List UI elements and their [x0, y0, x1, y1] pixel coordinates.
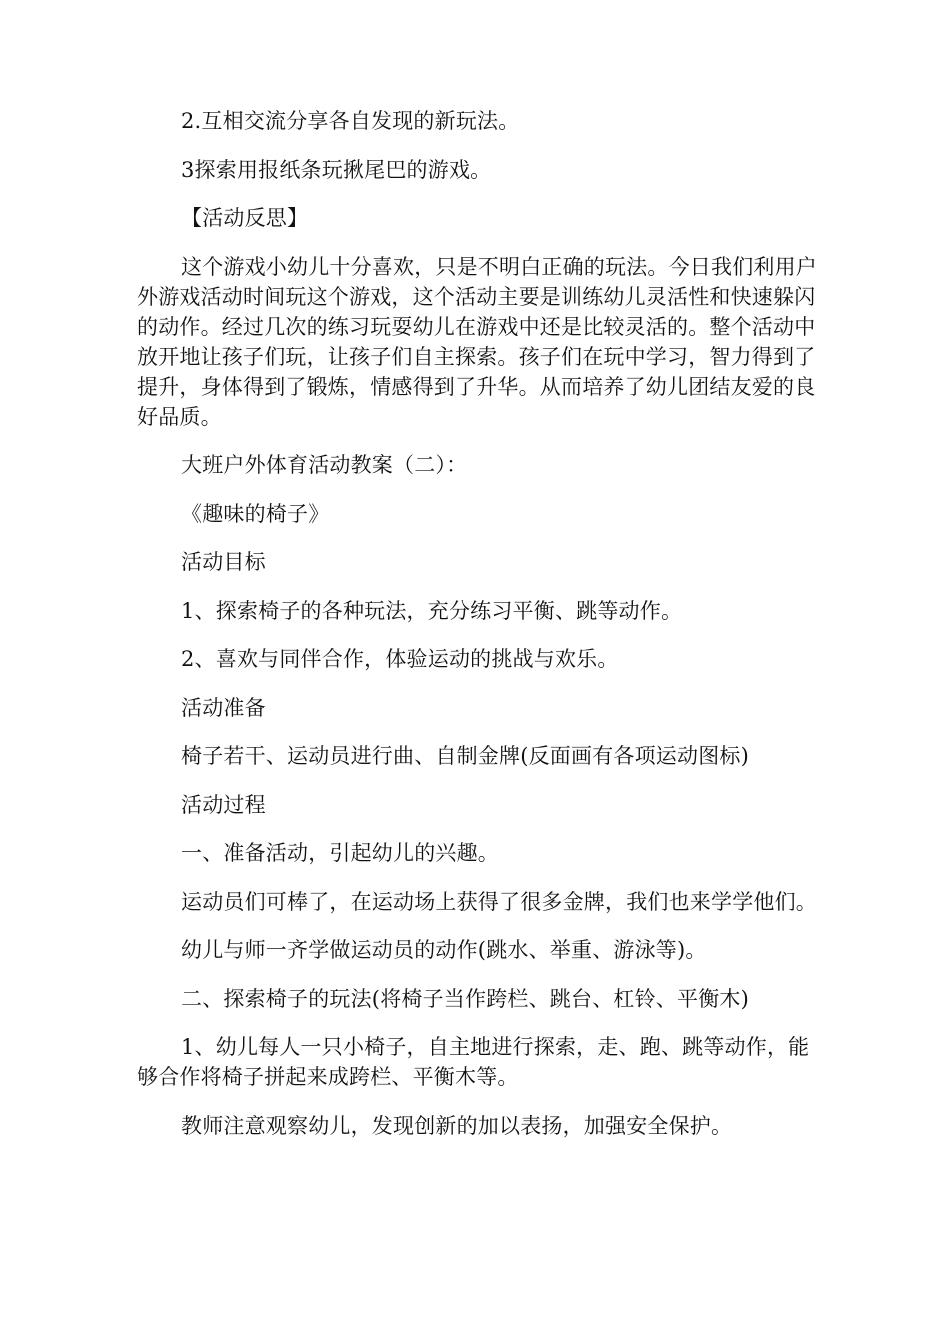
lesson-title: 大班户外体育活动教案（二）： [181, 453, 468, 477]
section-heading-process: 活动过程 [181, 792, 266, 817]
process-step-2-heading: 二、探索椅子的玩法(将椅子当作跨栏、跳台、杠铃、平衡木) [181, 986, 749, 1011]
process-step-1-body: 运动员们可棒了，在运动场上获得了很多金牌，我们也来学学他们。 [181, 889, 817, 914]
paragraph-step-2: 2.互相交流分享各自发现的新玩法。 [181, 109, 520, 133]
document-body [137, 106, 827, 1159]
section-heading-preparation: 活动准备 [181, 695, 266, 720]
process-step-1-activity: 幼儿与师一齐学做运动员的动作(跳水、举重、游泳等)。 [181, 938, 707, 962]
process-step-2-note: 教师注意观察幼儿，发现创新的加以表扬，加强安全保护。 [181, 1113, 733, 1138]
preparation-body: 椅子若干、运动员进行曲、自制金牌(反面画有各项运动图标) [181, 744, 749, 768]
paragraph-reflection-body: 这个游戏小幼儿十分喜欢，只是不明白正确的玩法。今日我们利用户外游戏活动时间玩这个游戏，这个活动主要是训练幼儿灵活性和快速躲闪的动作。经过几次的练习玩耍幼儿在游戏中还是比较灵活的。整个活动中放开地让孩子们玩，让孩子们自主探索。孩子们在玩中学习，智力得到了提升，身体得到了锻炼，情感得到了升华。从而培养了幼儿团结友爱的良好品质。 [137, 254, 817, 429]
section-heading-goals: 活动目标 [181, 550, 266, 574]
process-step-1-heading: 一、准备活动，引起幼儿的兴趣。 [181, 841, 499, 865]
goal-item-1: 1、探索椅子的各种玩法，充分练习平衡、跳等动作。 [181, 598, 683, 623]
section-heading-reflection: 【活动反思】 [181, 206, 309, 230]
paragraph-step-3: 3探索用报纸条玩揪尾巴的游戏。 [181, 157, 492, 182]
process-step-2-body: 1、幼儿每人一只小椅子，自主地进行探索，走、跑、跳等动作，能够合作将椅子拼起来成跨栏、平衡木等。 [137, 1035, 810, 1089]
lesson-subtitle: 《趣味的椅子》 [181, 501, 330, 526]
goal-item-2: 2、喜欢与同伴合作，体验运动的挑战与欢乐。 [181, 647, 619, 671]
